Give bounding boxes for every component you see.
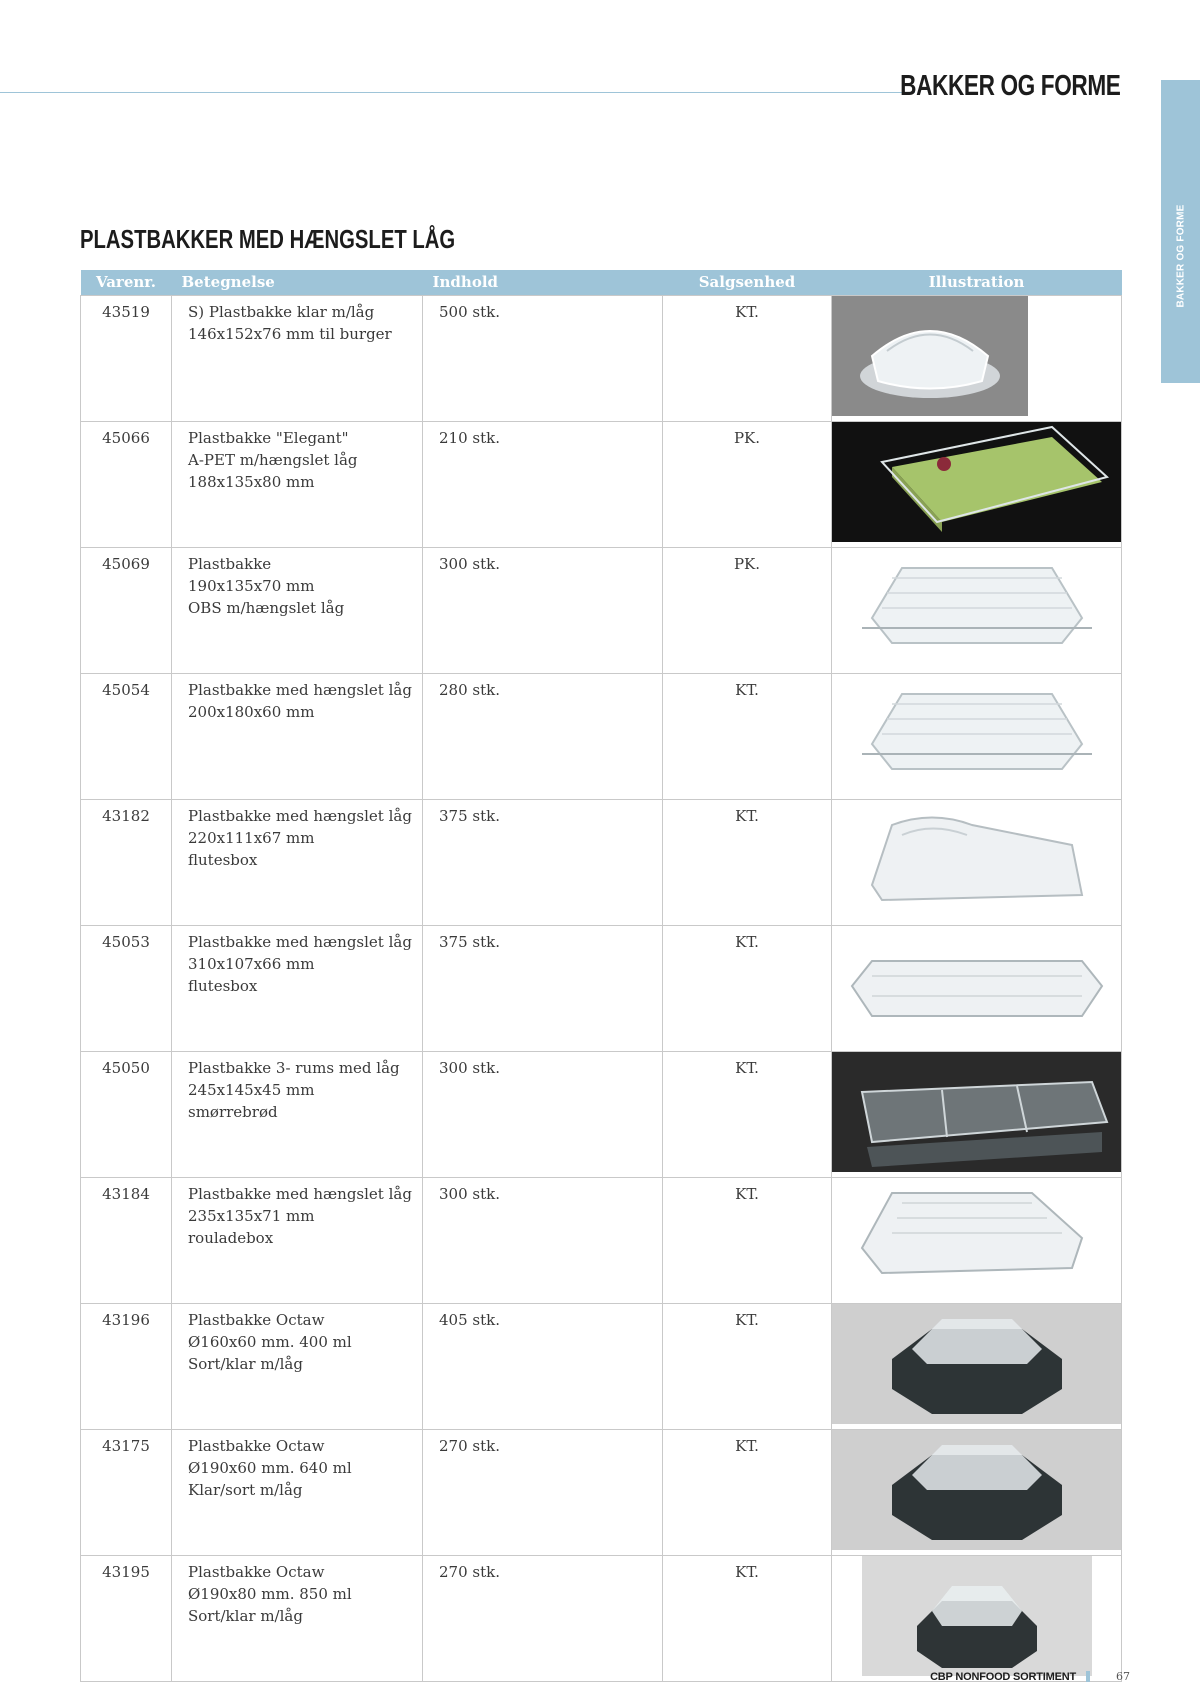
product-photo — [832, 674, 1121, 799]
item-description-line: flutesbox — [188, 977, 258, 995]
table-row — [81, 296, 1122, 422]
item-description-line: Plastbakke med hængslet låg — [188, 681, 412, 699]
table-row — [81, 1556, 1122, 1682]
item-description-line: Plastbakke med hængslet låg — [188, 1185, 412, 1203]
column-header-illustration: Illustration — [832, 270, 1122, 296]
item-description-line: smørrebrød — [188, 1103, 278, 1121]
table-row — [81, 1430, 1122, 1556]
item-description-line: Plastbakke Octaw — [188, 1311, 325, 1329]
item-description-line: 310x107x66 mm — [188, 955, 315, 973]
item-description-line: Sort/klar m/låg — [188, 1607, 303, 1625]
side-tab-label: BAKKER OG FORME — [1175, 204, 1186, 308]
item-number: 45069 — [81, 548, 172, 674]
item-quantity: 300 stk. — [423, 548, 663, 674]
item-illustration — [832, 1430, 1122, 1556]
item-sales-unit: KT. — [663, 1556, 832, 1682]
item-description-line: A-PET m/hængslet låg — [188, 451, 358, 469]
footer-label: CBP NONFOOD SORTIMENT — [930, 1670, 1076, 1683]
table-row — [81, 548, 1122, 674]
item-number: 43182 — [81, 800, 172, 926]
table-row — [81, 926, 1122, 1052]
item-number: 43195 — [81, 1556, 172, 1682]
item-description — [172, 296, 423, 422]
item-quantity: 405 stk. — [423, 1304, 663, 1430]
footer — [930, 1670, 1130, 1683]
side-tab — [1161, 80, 1200, 383]
column-header-varenr: Varenr. — [81, 270, 172, 296]
item-description-line: flutesbox — [188, 851, 258, 869]
item-description-line: Plastbakke med hængslet låg — [188, 933, 412, 951]
item-description — [172, 1430, 423, 1556]
item-sales-unit: KT. — [663, 1052, 832, 1178]
item-number: 45050 — [81, 1052, 172, 1178]
item-number: 43519 — [81, 296, 172, 422]
item-description — [172, 926, 423, 1052]
item-quantity: 270 stk. — [423, 1556, 663, 1682]
item-description-line: OBS m/hængslet låg — [188, 599, 345, 617]
item-illustration — [832, 1304, 1122, 1430]
product-photo — [832, 1556, 1121, 1681]
item-number: 45054 — [81, 674, 172, 800]
item-sales-unit: KT. — [663, 1304, 832, 1430]
footer-bar — [1086, 1671, 1090, 1682]
item-illustration — [832, 1556, 1122, 1682]
item-description-line: Sort/klar m/låg — [188, 1355, 303, 1373]
item-sales-unit: KT. — [663, 926, 832, 1052]
item-description-line: rouladebox — [188, 1229, 274, 1247]
item-description — [172, 422, 423, 548]
item-illustration — [832, 296, 1122, 422]
item-sales-unit: KT. — [663, 296, 832, 422]
table-row — [81, 800, 1122, 926]
item-sales-unit: PK. — [663, 548, 832, 674]
item-description-line: Plastbakke Octaw — [188, 1563, 325, 1581]
item-description — [172, 674, 423, 800]
item-quantity: 375 stk. — [423, 800, 663, 926]
item-quantity: 300 stk. — [423, 1178, 663, 1304]
item-description-line: Ø190x60 mm. 640 ml — [188, 1459, 352, 1477]
item-illustration — [832, 422, 1122, 548]
column-header-salgsenhed: Salgsenhed — [663, 270, 832, 296]
item-description-line: 220x111x67 mm — [188, 829, 315, 847]
column-header-betegnelse: Betegnelse — [172, 270, 423, 296]
item-description — [172, 548, 423, 674]
item-description-line: Plastbakke med hængslet låg — [188, 807, 412, 825]
item-sales-unit: KT. — [663, 1430, 832, 1556]
product-photo — [832, 296, 1121, 421]
product-photo — [832, 422, 1121, 547]
item-number: 45066 — [81, 422, 172, 548]
item-illustration — [832, 674, 1122, 800]
item-quantity: 210 stk. — [423, 422, 663, 548]
item-number: 43196 — [81, 1304, 172, 1430]
product-photo — [832, 1304, 1121, 1429]
section-title: BAKKER OG FORME — [899, 70, 1120, 102]
item-illustration — [832, 800, 1122, 926]
item-quantity: 500 stk. — [423, 296, 663, 422]
item-description — [172, 1304, 423, 1430]
item-description-line: S) Plastbakke klar m/låg — [188, 303, 375, 321]
table-row — [81, 1178, 1122, 1304]
table-row — [81, 422, 1122, 548]
table-row — [81, 1052, 1122, 1178]
item-description-line: 190x135x70 mm — [188, 577, 315, 595]
item-sales-unit: PK. — [663, 422, 832, 548]
table-row — [81, 674, 1122, 800]
item-sales-unit: KT. — [663, 1178, 832, 1304]
item-quantity: 270 stk. — [423, 1430, 663, 1556]
table-header-row — [81, 270, 1122, 296]
product-table — [80, 270, 1122, 1682]
item-description-line: Ø160x60 mm. 400 ml — [188, 1333, 352, 1351]
page-heading: PLASTBAKKER MED HÆNGSLET LÅG — [80, 224, 456, 254]
item-description-line: 235x135x71 mm — [188, 1207, 315, 1225]
product-photo — [832, 1430, 1121, 1555]
item-description-line: 146x152x76 mm til burger — [188, 325, 392, 343]
item-description-line: 245x145x45 mm — [188, 1081, 315, 1099]
item-description-line: Klar/sort m/låg — [188, 1481, 303, 1499]
item-quantity: 280 stk. — [423, 674, 663, 800]
item-illustration — [832, 1052, 1122, 1178]
product-photo — [832, 548, 1121, 673]
product-photo — [832, 1178, 1121, 1303]
product-photo — [832, 926, 1121, 1051]
item-description-line: 188x135x80 mm — [188, 473, 315, 491]
product-photo — [832, 800, 1121, 925]
item-quantity: 375 stk. — [423, 926, 663, 1052]
item-illustration — [832, 548, 1122, 674]
column-header-indhold: Indhold — [423, 270, 663, 296]
item-number: 43184 — [81, 1178, 172, 1304]
page-number: 67 — [1116, 1670, 1130, 1683]
item-description — [172, 1052, 423, 1178]
item-number: 43175 — [81, 1430, 172, 1556]
item-number: 45053 — [81, 926, 172, 1052]
item-sales-unit: KT. — [663, 674, 832, 800]
item-quantity: 300 stk. — [423, 1052, 663, 1178]
item-description-line: Plastbakke Octaw — [188, 1437, 325, 1455]
table-row — [81, 1304, 1122, 1430]
product-photo — [832, 1052, 1121, 1177]
item-illustration — [832, 926, 1122, 1052]
item-description — [172, 1556, 423, 1682]
top-rule — [0, 92, 915, 93]
item-description — [172, 800, 423, 926]
item-description-line: Plastbakke 3- rums med låg — [188, 1059, 400, 1077]
item-illustration — [832, 1178, 1122, 1304]
item-description-line: Plastbakke "Elegant" — [188, 429, 349, 447]
item-sales-unit: KT. — [663, 800, 832, 926]
item-description-line: 200x180x60 mm — [188, 703, 315, 721]
item-description — [172, 1178, 423, 1304]
item-description-line: Plastbakke — [188, 555, 272, 573]
item-description-line: Ø190x80 mm. 850 ml — [188, 1585, 352, 1603]
